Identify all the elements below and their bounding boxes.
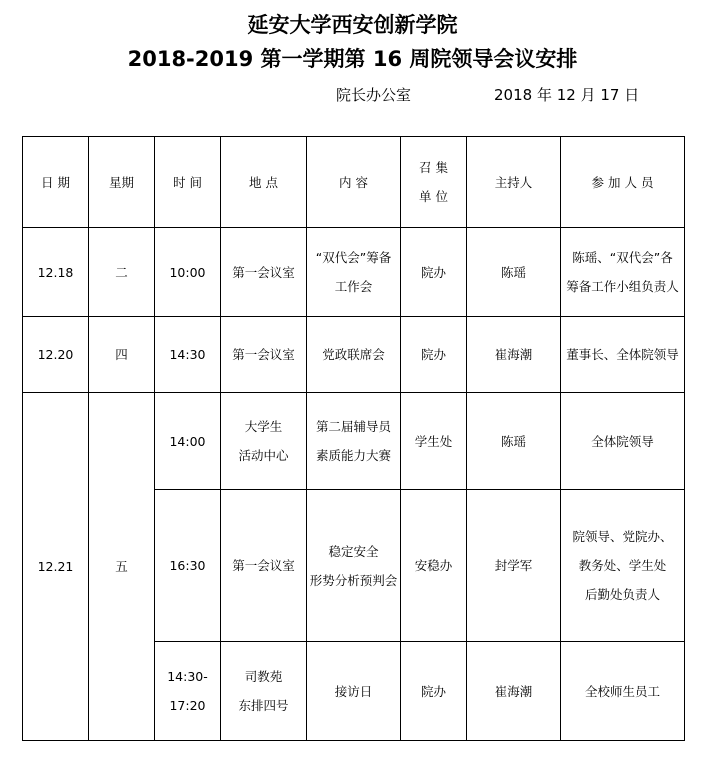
row-location-line2: 活动中心	[238, 448, 289, 463]
row-location: 第一会议室	[221, 228, 307, 317]
row-content-line1: 稳定安全	[328, 543, 379, 559]
row-host: 崔海潮	[467, 317, 561, 393]
schedule-table	[22, 136, 685, 741]
header-convener-line2: 单 位	[419, 189, 448, 204]
header-weekday: 星期	[89, 137, 155, 228]
row-time: 14:30	[155, 317, 221, 393]
row-attendees-line2: 筹备工作小组负责人	[566, 279, 679, 294]
row-location	[221, 393, 307, 490]
row-location-line1: 大学生	[244, 419, 283, 434]
table-row	[23, 393, 685, 490]
row-attendees	[561, 490, 685, 642]
row-date: 12.20	[23, 317, 89, 393]
row-content-line2: 形势分析预判会	[309, 572, 398, 588]
row-location	[221, 642, 307, 741]
header-convener-line1: 召 集	[419, 160, 448, 175]
table-row	[23, 228, 685, 317]
header-time: 时 间	[155, 137, 221, 228]
row-attendees	[561, 228, 685, 317]
row-time: 10:00	[155, 228, 221, 317]
row-date: 12.18	[23, 228, 89, 317]
row-convener: 院办	[401, 317, 467, 393]
row-attendees-line1: 陈瑶、“双代会”各	[572, 250, 673, 265]
header-row	[23, 137, 685, 228]
row-location-line1: 司教苑	[244, 669, 283, 684]
row-content-line1: 第二届辅导员	[315, 419, 391, 434]
row-attendees-line1: 院领导、党院办、	[572, 529, 673, 544]
header-host: 主持人	[467, 137, 561, 228]
row-convener: 院办	[401, 228, 467, 317]
table-row	[23, 317, 685, 393]
row-content	[307, 228, 401, 317]
header-convener	[401, 137, 467, 228]
row-time-line1: 14:30-	[167, 669, 208, 684]
row-date: 12.21	[23, 393, 89, 741]
row-host: 封学军	[467, 490, 561, 642]
row-time-line2: 17:20	[169, 698, 206, 713]
header-date: 日 期	[23, 137, 89, 228]
row-attendees: 全体院领导	[561, 393, 685, 490]
row-attendees-line2: 教务处、学生处	[578, 558, 667, 573]
row-time	[155, 642, 221, 741]
row-attendees: 全校师生员工	[561, 642, 685, 741]
row-content	[307, 393, 401, 490]
title-line-1: 延安大学西安创新学院	[247, 13, 458, 37]
row-weekday: 二	[89, 228, 155, 317]
row-convener: 安稳办	[401, 490, 467, 642]
row-attendees-line3: 后勤处负责人	[584, 587, 660, 602]
row-time: 16:30	[155, 490, 221, 642]
row-location: 第一会议室	[221, 490, 307, 642]
header-attendees: 参 加 人 员	[561, 137, 685, 228]
row-content-line2: 工作会	[334, 279, 373, 294]
row-content: 接访日	[307, 642, 401, 741]
row-content	[307, 490, 401, 642]
header-content: 内 容	[307, 137, 401, 228]
row-weekday: 四	[89, 317, 155, 393]
row-convener: 院办	[401, 642, 467, 741]
issue-date: 2018 年 12 月 17 日	[494, 86, 640, 104]
row-time: 14:00	[155, 393, 221, 490]
row-attendees: 董事长、全体院领导	[561, 317, 685, 393]
header-location: 地 点	[221, 137, 307, 228]
row-content-line2: 素质能力大赛	[315, 448, 391, 463]
row-convener: 学生处	[401, 393, 467, 490]
row-content-line1: “双代会”筹备	[315, 250, 392, 265]
row-location-line2: 东排四号	[238, 698, 289, 713]
row-host: 陈瑶	[467, 228, 561, 317]
row-host: 崔海潮	[467, 642, 561, 741]
row-host: 陈瑶	[467, 393, 561, 490]
title-line-2: 2018-2019 第一学期第 16 周院领导会议安排	[127, 47, 578, 71]
issuing-office: 院长办公室	[336, 86, 412, 104]
row-weekday: 五	[89, 393, 155, 741]
row-location: 第一会议室	[221, 317, 307, 393]
row-content: 党政联席会	[307, 317, 401, 393]
